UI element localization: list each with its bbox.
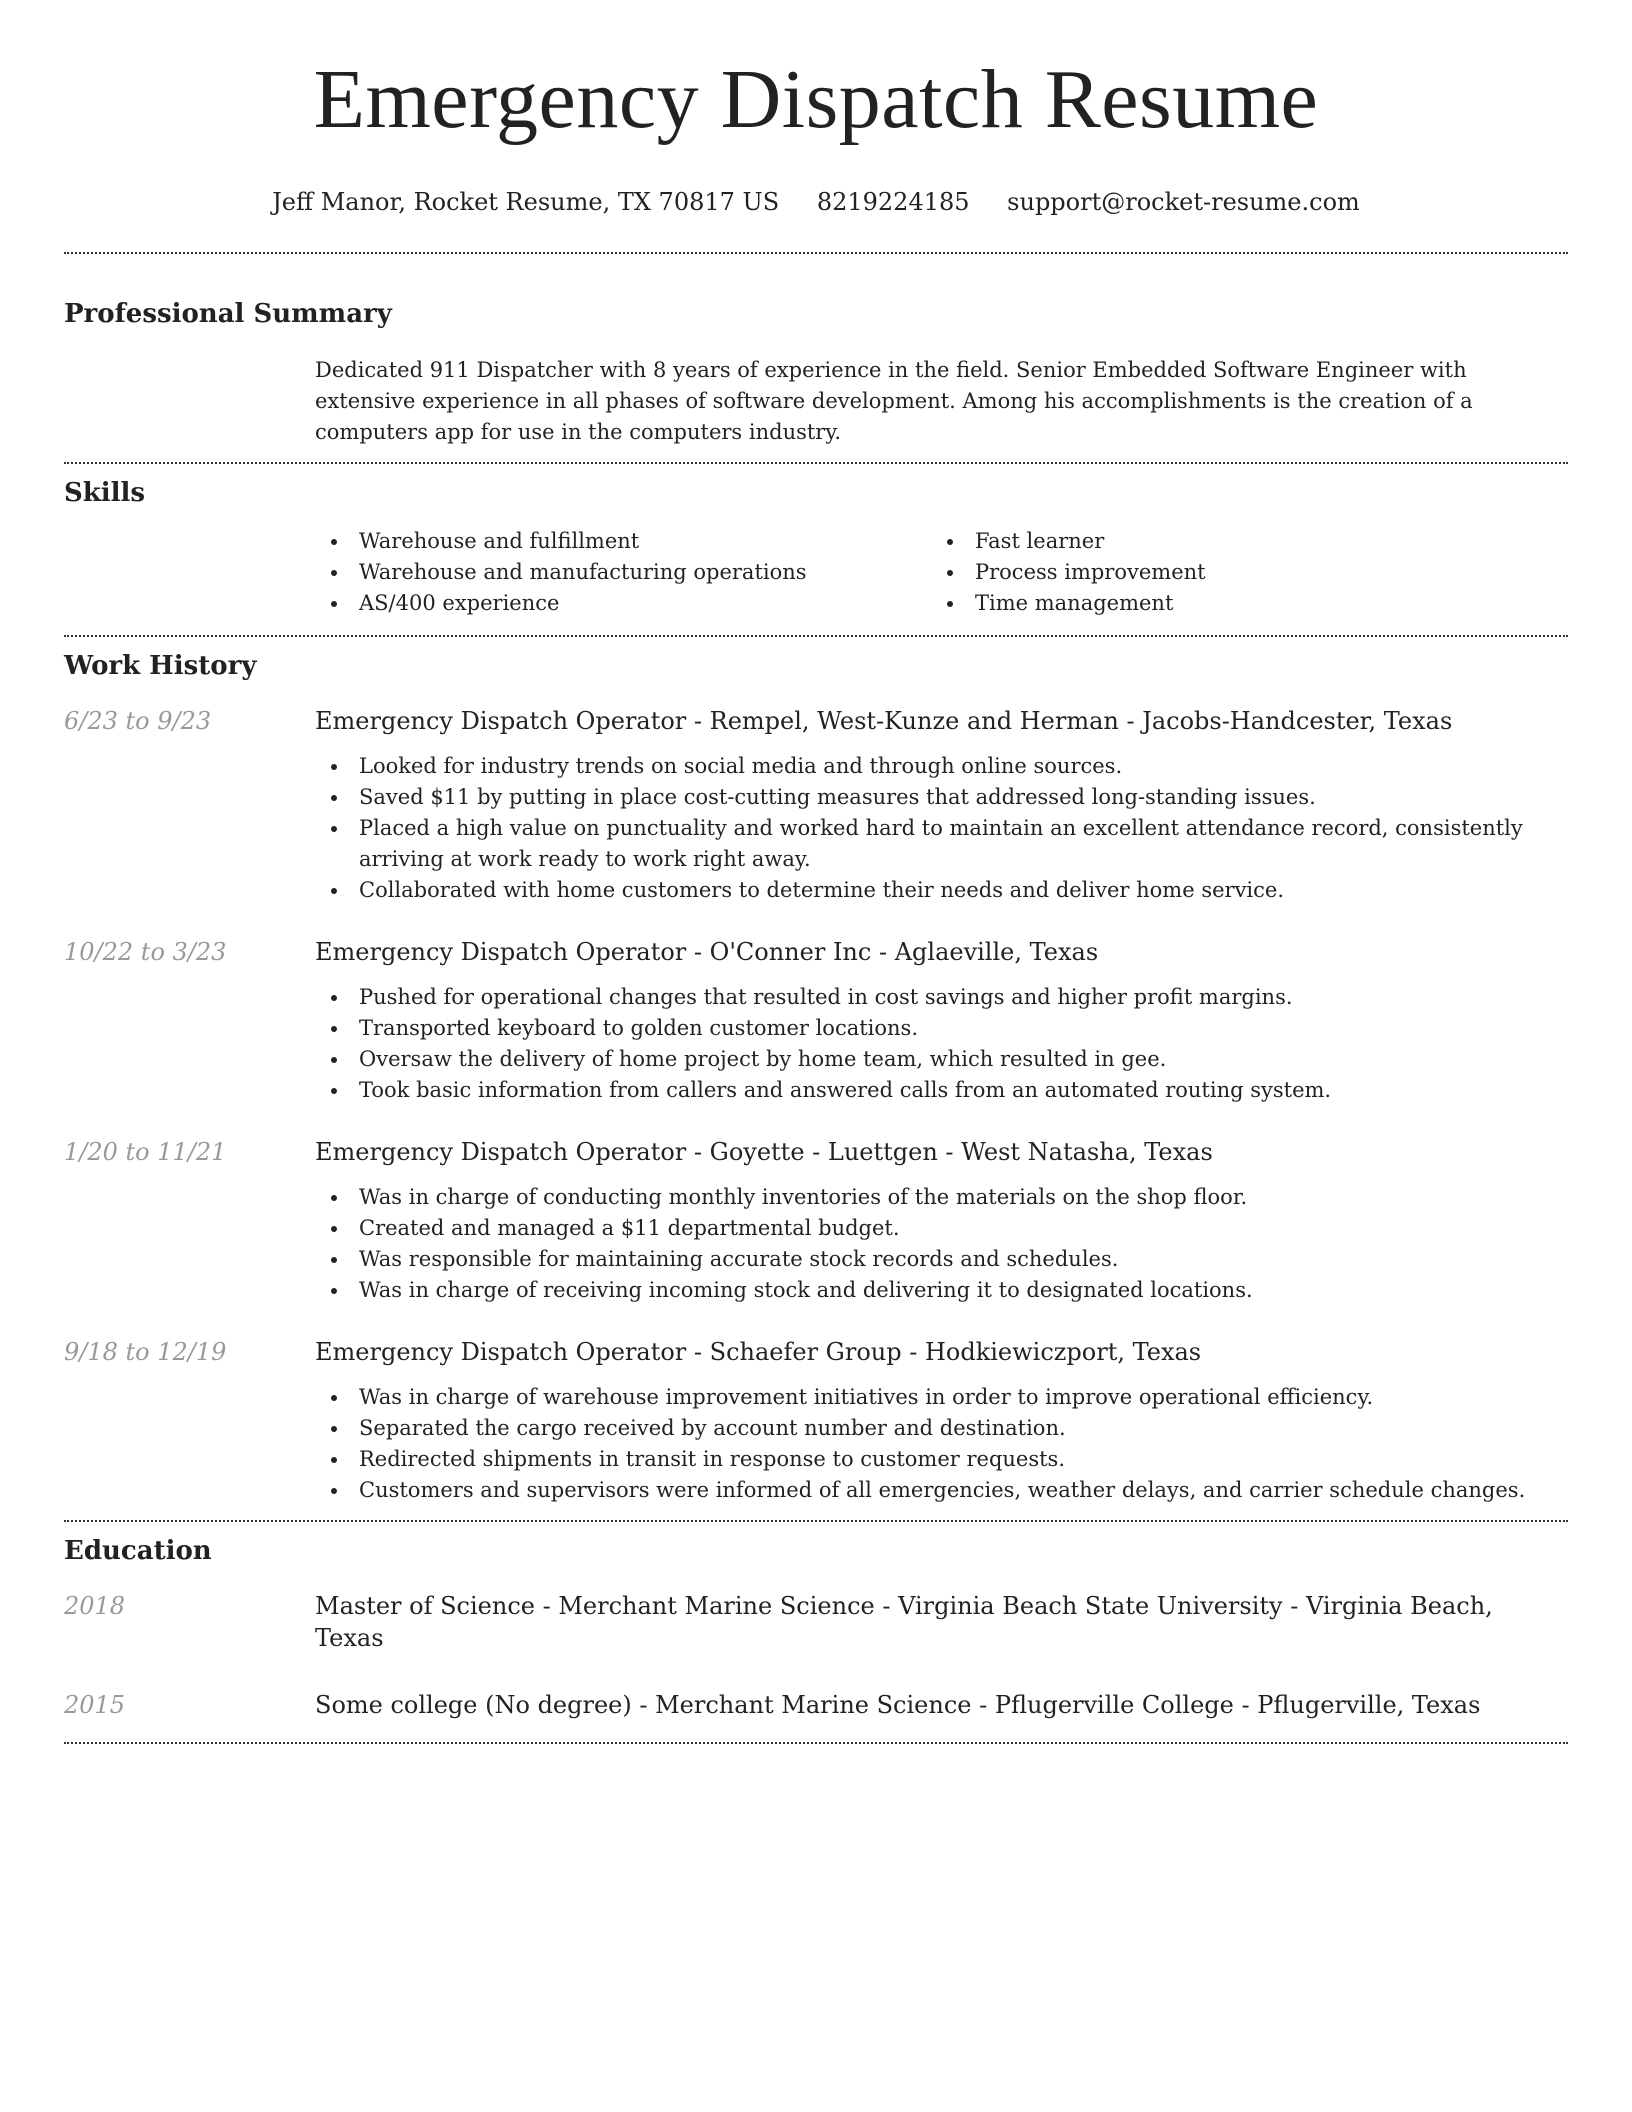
job-heading: Emergency Dispatch Operator - O'Conner Inc - Aglaeville, Texas xyxy=(315,938,1099,966)
job-entry xyxy=(64,1336,1568,1520)
divider xyxy=(64,252,1568,254)
education-entry xyxy=(64,1590,1568,1654)
contact-line xyxy=(64,186,1568,218)
job-bullet: Was in charge of warehouse improvement initiatives in order to improve operational efficiency. xyxy=(315,1382,1568,1413)
job-heading: Emergency Dispatch Operator - Schaefer Group - Hodkiewiczport, Texas xyxy=(315,1338,1202,1366)
divider xyxy=(64,462,1568,464)
divider xyxy=(64,1742,1568,1744)
skills-column-left xyxy=(315,526,931,619)
divider xyxy=(64,1520,1568,1522)
summary-heading: Professional Summary xyxy=(64,299,392,329)
job-bullet: Was in charge of conducting monthly inventories of the materials on the shop floor. xyxy=(315,1182,1568,1213)
job-bullet: Redirected shipments in transit in response to customer requests. xyxy=(315,1444,1568,1475)
job-date: 9/18 to 12/19 xyxy=(64,1338,227,1366)
job-bullet: Customers and supervisors were informed of all emergencies, weather delays, and carrier schedule changes. xyxy=(315,1475,1568,1506)
job-bullet: Pushed for operational changes that resulted in cost savings and higher profit margins. xyxy=(315,982,1568,1013)
skills-list xyxy=(315,526,1568,635)
skill-item: Fast learner xyxy=(931,526,1547,557)
skill-item: Time management xyxy=(931,588,1547,619)
skill-item: Warehouse and fulfillment xyxy=(315,526,931,557)
skill-item: Process improvement xyxy=(931,557,1547,588)
education-date: 2015 xyxy=(64,1691,126,1719)
job-bullet: Was in charge of receiving incoming stock and delivering it to designated locations. xyxy=(315,1275,1568,1306)
job-heading: Emergency Dispatch Operator - Goyette - Luettgen - West Natasha, Texas xyxy=(315,1138,1213,1166)
job-body xyxy=(315,1136,1568,1306)
job-body xyxy=(315,1336,1568,1506)
work-history-heading: Work History xyxy=(64,651,257,681)
job-bullet: Was responsible for maintaining accurate stock records and schedules. xyxy=(315,1244,1568,1275)
job-bullets xyxy=(315,1182,1568,1306)
job-bullets xyxy=(315,982,1568,1106)
resume-title: Emergency Dispatch Resume xyxy=(313,53,1319,146)
job-bullet: Transported keyboard to golden customer locations. xyxy=(315,1013,1568,1044)
job-body xyxy=(315,936,1568,1106)
contact-address: Jeff Manor, Rocket Resume, TX 70817 US xyxy=(272,188,780,216)
divider xyxy=(64,635,1568,637)
skill-item: AS/400 experience xyxy=(315,588,931,619)
summary-text: Dedicated 911 Dispatcher with 8 years of experience in the field. Senior Embedded Software Engineer with extensive experience in all phases of software development. Among his accomplishments is the creation of a computers app for use in the computers industry. xyxy=(315,358,1473,444)
skills-column-right xyxy=(931,526,1547,619)
education-heading: Education xyxy=(64,1536,212,1566)
job-bullets xyxy=(315,1382,1568,1506)
job-date: 10/22 to 3/23 xyxy=(64,938,227,966)
job-bullet: Placed a high value on punctuality and worked hard to maintain an excellent attendance record, consistently arriving at work ready to work right away. xyxy=(315,813,1568,875)
job-bullet: Took basic information from callers and answered calls from an automated routing system. xyxy=(315,1075,1568,1106)
job-bullets xyxy=(315,751,1568,906)
job-entry xyxy=(64,936,1568,1106)
skill-item: Warehouse and manufacturing operations xyxy=(315,557,931,588)
job-bullet: Separated the cargo received by account number and destination. xyxy=(315,1413,1568,1444)
skills-heading: Skills xyxy=(64,478,146,508)
job-bullet: Oversaw the delivery of home project by home team, which resulted in gee. xyxy=(315,1044,1568,1075)
job-bullet: Collaborated with home customers to determine their needs and deliver home service. xyxy=(315,875,1568,906)
contact-email: support@rocket-resume.com xyxy=(1007,188,1360,216)
education-heading-text: Some college (No degree) - Merchant Marine Science - Pflugerville College - Pflugerville, Texas xyxy=(315,1691,1481,1719)
job-bullet: Created and managed a $11 departmental budget. xyxy=(315,1213,1568,1244)
job-date: 1/20 to 11/21 xyxy=(64,1138,227,1166)
job-date: 6/23 to 9/23 xyxy=(64,707,212,735)
education-heading-text: Master of Science - Merchant Marine Science - Virginia Beach State University - Virginia Beach, Texas xyxy=(315,1592,1493,1652)
job-entry xyxy=(64,705,1568,906)
job-bullet: Looked for industry trends on social media and through online sources. xyxy=(315,751,1568,782)
education-date: 2018 xyxy=(64,1592,126,1620)
job-body xyxy=(315,705,1568,906)
contact-phone: 8219224185 xyxy=(816,188,970,216)
education-entry xyxy=(64,1689,1568,1742)
job-heading: Emergency Dispatch Operator - Rempel, West-Kunze and Herman - Jacobs-Handcester, Texas xyxy=(315,707,1453,735)
job-entry xyxy=(64,1136,1568,1306)
job-bullet: Saved $11 by putting in place cost-cutting measures that addressed long-standing issues. xyxy=(315,782,1568,813)
